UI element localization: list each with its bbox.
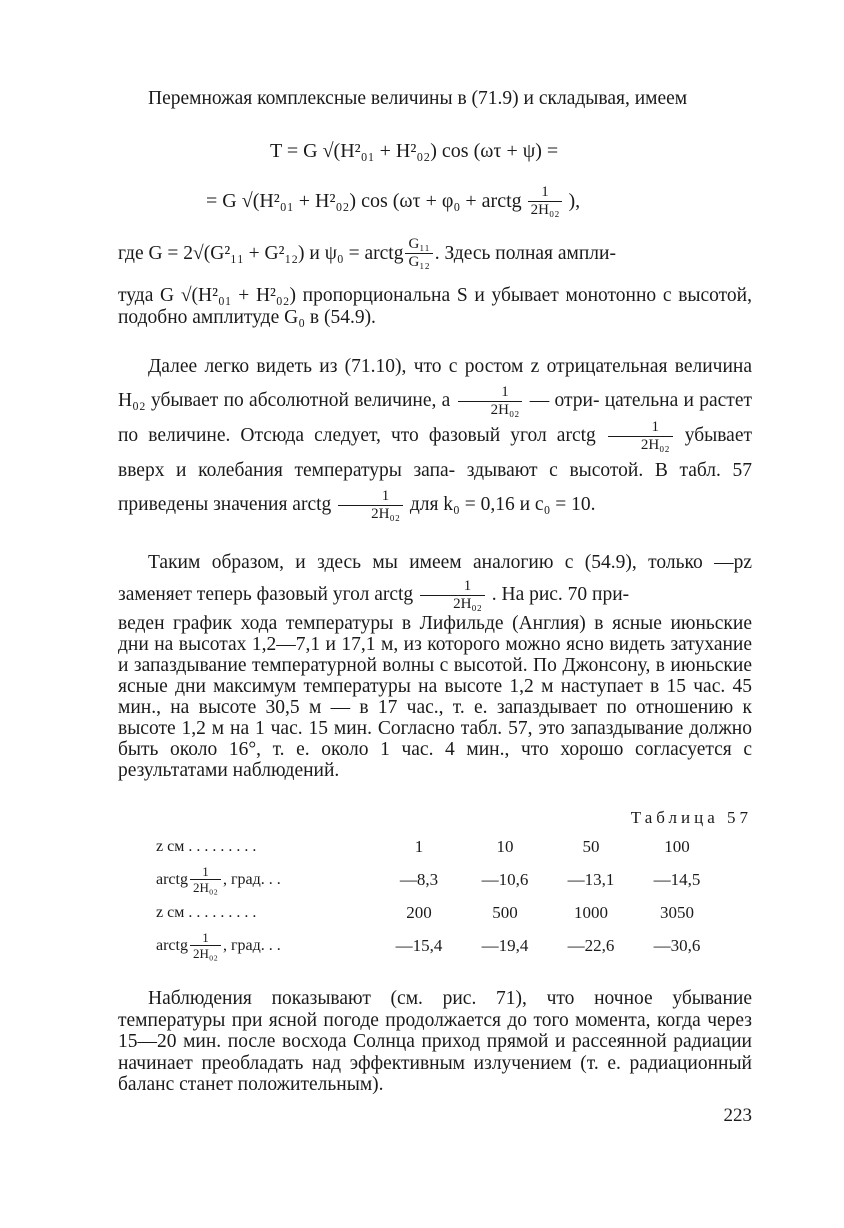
row-label-suffix: , град. . . — [222, 936, 281, 954]
table-cell: —10,6 — [481, 869, 529, 889]
inline-fraction — [420, 578, 485, 613]
fraction-numerator: 1 — [463, 578, 472, 594]
fraction-numerator: 1 — [202, 864, 209, 879]
paragraph-amplitude-end: . Здесь полная ампли- — [434, 242, 616, 264]
fraction-denominator: G₁₂ — [405, 253, 432, 271]
paragraph-phase — [118, 350, 752, 523]
paragraph-analogy-c: веден график хода температуры в Лифильде (Англия) в ясные июньские дни на высотах 1,2—7,1 и 17,1 м, из которого можно ясно видеть затухание и запаздывание температурной волны с высотой. По Джонсону, в июньские ясные дни максимум температуры на высоте 1,2 м наступает в 15 час. 45 мин., на высоте 30,5 м — в 17 час., т. е. запаздывает по отношению к высоте 1,2 м на 1 час. 15 мин. Согласно табл. 57, это запаздывание должно быть около 16°, т. е. около 1 час. 4 мин., что хорошо согласуется с результатами наблюдений. — [118, 613, 752, 781]
fraction-denominator: 2H₀₂ — [420, 595, 485, 613]
fraction-denominator: 2H₀₂ — [528, 201, 563, 219]
table-cell: —14,5 — [653, 869, 701, 889]
row-label-prefix: arctg — [156, 870, 188, 888]
table-cell: —15,4 — [395, 935, 443, 955]
inline-fraction — [458, 384, 523, 419]
paragraph-observations — [118, 988, 752, 1096]
table-cell: —13,1 — [567, 869, 615, 889]
fraction-numerator: G₁₁ — [408, 236, 430, 252]
table-cell: 500 — [492, 902, 518, 922]
paragraph-amplitude-rest: туда G √(H²₀₁ + H²₀₂) пропорциональна S и убывает монотонно с высотой, подобно амплитуде G₀ в (54.9). — [118, 285, 752, 328]
inline-fraction — [338, 488, 403, 523]
row-label-z — [156, 830, 376, 863]
row-label-suffix: , град. . . — [222, 870, 281, 888]
paragraph-phase-a: Далее легко видеть из (71.10), что с ростом z отрицательная величина H₀₂ убывает по абсолютной величине, а — [118, 356, 752, 411]
table-row — [156, 863, 720, 896]
row-label-fraction — [190, 864, 221, 895]
formula-T-line-2 — [206, 184, 580, 219]
fraction-denominator: 2H₀₂ — [190, 879, 221, 895]
paragraph-analogy-a: Таким образом, и здесь мы имеем аналогию с (54.9), только —pz заменяет теперь фазовый угол arctg — [118, 552, 752, 605]
psi0-fraction — [405, 236, 432, 271]
fraction-denominator: 2H₀₂ — [608, 436, 673, 454]
table-cell: —8,3 — [399, 869, 439, 889]
paragraph-analogy-b: . На рис. 70 при- — [491, 583, 630, 605]
fraction-numerator: 1 — [381, 488, 390, 505]
page-number: 223 — [723, 1105, 752, 1126]
table-cell: 50 — [582, 836, 600, 856]
row-label-z — [156, 896, 376, 929]
paragraph-phase-d: убывает вверх и колебания температуры запа- — [118, 425, 753, 482]
paragraph-amplitude-start: где G = 2√(G²₁₁ + G²₁₂) и ψ₀ = arctg — [118, 242, 404, 264]
table-cell: 100 — [664, 836, 690, 856]
fraction-denominator: 2H₀₂ — [190, 945, 221, 961]
fraction-denominator: 2H₀₂ — [458, 401, 523, 419]
formula-T-line-1-text: T = G √(H²₀₁ + H²₀₂) cos (ωτ + ψ) = — [270, 140, 559, 162]
paragraph-phase-e: здывают с высотой. В табл. 57 приведены значения arctg — [118, 460, 753, 516]
fraction-numerator: 1 — [202, 930, 209, 945]
paragraph-phase-f: для k₀ = 0,16 и c₀ = 10. — [409, 494, 596, 516]
formula-T-line-2-suffix: ), — [568, 190, 581, 212]
inline-fraction — [608, 419, 673, 454]
formula-T-line-2-prefix: = G √(H²₀₁ + H²₀₂) cos (ωτ + φ₀ + arctg — [206, 190, 522, 212]
row-label-prefix: arctg — [156, 936, 188, 954]
paragraph-amplitude — [118, 236, 752, 328]
paragraph-intro-text: Перемножая комплексные величины в (71.9) и складывая, имеем — [148, 88, 688, 109]
paragraph-analogy — [118, 548, 752, 781]
table-cell: 1 — [414, 836, 424, 856]
table-cell: —22,6 — [567, 935, 615, 955]
paragraph-intro — [118, 88, 752, 110]
fraction-numerator: 1 — [541, 184, 549, 200]
paragraph-phase-b: — отри- — [529, 390, 600, 411]
table-57 — [156, 830, 720, 962]
table-row — [156, 929, 720, 962]
fraction-numerator: 1 — [651, 419, 659, 436]
row-label-arctg — [156, 863, 376, 896]
row-label-text: z см . . . . . . . . . — [156, 903, 257, 921]
formula-T-line-1 — [270, 140, 558, 163]
paragraph-observations-text: Наблюдения показывают (см. рис. 71), что ночное убывание температуры при ясной погоде продолжается до того момента, когда через 15—20 мин. после восхода Солнца приход прямой и рассеянной радиации начинает преобладать над эффективным излучением (т. е. радиационный баланс станет положительным). — [118, 988, 752, 1095]
row-label-arctg — [156, 929, 376, 962]
table-cell: 1000 — [574, 902, 608, 922]
table-cell: —30,6 — [653, 935, 701, 955]
paragraph-phase-c: цательна и растет по величине. Отсюда следует, что фазовый угол arctg — [118, 390, 753, 447]
formula-T-line-2-fraction — [528, 184, 563, 219]
table-row — [156, 830, 720, 863]
fraction-denominator: 2H₀₂ — [338, 505, 403, 523]
table-cell: 10 — [496, 836, 514, 856]
table-cell: —19,4 — [481, 935, 529, 955]
table-cell: 3050 — [660, 902, 694, 922]
table-caption: Таблица 57 — [630, 808, 752, 827]
fraction-numerator: 1 — [501, 384, 509, 401]
table-row — [156, 896, 720, 929]
row-label-fraction — [190, 930, 221, 961]
row-label-text: z см . . . . . . . . . — [156, 837, 257, 855]
table-cell: 200 — [406, 902, 432, 922]
